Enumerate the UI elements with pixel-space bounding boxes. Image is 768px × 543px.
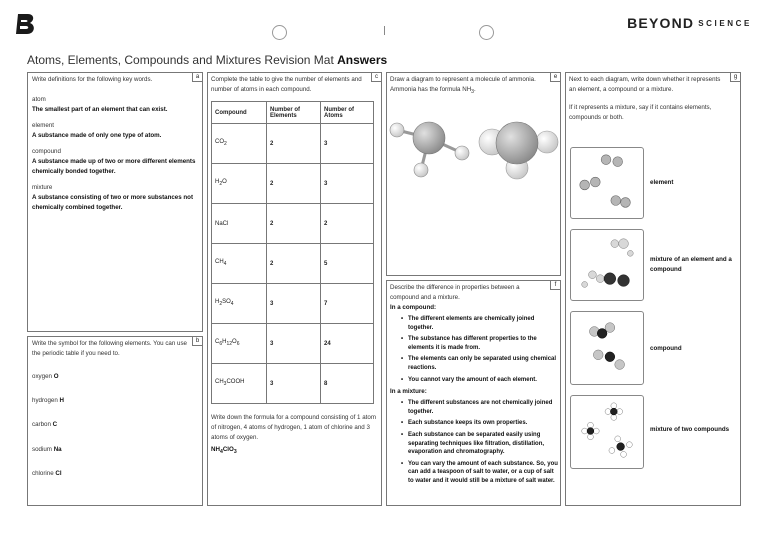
center-mark (384, 26, 385, 35)
atoms-count: 5 (321, 244, 374, 284)
term-definition: The smallest part of an element that can exist. (32, 106, 168, 113)
panel-badge: a (192, 72, 203, 82)
panel-classify-diagrams (565, 72, 741, 506)
compound-points (401, 315, 558, 384)
definitions-prompt: Write definitions for the following key words. (32, 76, 153, 83)
elements-count: 3 (267, 364, 321, 404)
diagram-answer: compound (650, 345, 682, 352)
page-title: Atoms, Elements, Compounds and Mixtures Revision Mat Answers (27, 53, 388, 67)
column-header: Number of Elements (267, 102, 321, 124)
panel-badge: e (550, 72, 561, 82)
column-header: Number of Atoms (321, 102, 374, 124)
classify-prompt: Next to each diagram, write down whether it represents an element, a compound or a mixture. (569, 76, 721, 93)
panel-badge: b (192, 336, 203, 346)
atoms-count: 3 (321, 124, 374, 164)
compound-table (211, 101, 374, 404)
elements-count: 3 (267, 284, 321, 324)
symbols-prompt: Write the symbol for the following elements. You can use the periodic table if you need to. (32, 340, 188, 357)
formula-question: Write down the formula for a compound consisting of 1 atom of nitrogen, 4 atoms of hydrogen, 1 atom of chlorine and 3 atoms of oxygen. (211, 414, 376, 441)
compound-formula: $C_6H_{12}O_6$ (212, 324, 267, 364)
diagram-answer: mixture of two compounds (650, 426, 730, 433)
elements-count: 2 (267, 164, 321, 204)
term-definition: A substance made of only one type of atom. (32, 132, 162, 139)
beyond-logo (14, 12, 36, 36)
atoms-count: 7 (321, 284, 374, 324)
panel-compound-table (207, 72, 382, 506)
punch-hole (479, 25, 494, 40)
table-row (212, 324, 374, 364)
table-row (212, 164, 374, 204)
element-symbol-row: hydrogen H (32, 397, 65, 404)
term-definition: A substance made up of two or more different elements chemically bonded together. (32, 158, 196, 175)
ammonia-molecule-diagrams (387, 108, 560, 228)
particle-diagram-element (570, 147, 644, 219)
particle-diagram-mixture-compounds (570, 395, 644, 469)
compound-formula: NaCl (212, 204, 267, 244)
atoms-count: 3 (321, 164, 374, 204)
panel-badge: f (550, 280, 561, 290)
compound-formula: $CO_2$ (212, 124, 267, 164)
table-row (212, 124, 374, 164)
term-definition: A substance consisting of two or more substances not chemically combined together. (32, 194, 194, 211)
panel-compound-vs-mixture (386, 280, 561, 506)
panel-badge: c (371, 72, 382, 82)
element-symbol-row: oxygen O (32, 373, 59, 380)
element-symbol-row: sodium Na (32, 446, 62, 453)
compound-formula: $CH_3COOH$ (212, 364, 267, 404)
table-prompt: Complete the table to give the number of elements and number of atoms in each compound. (211, 76, 362, 93)
table-header-row (212, 102, 374, 124)
elements-count: 2 (267, 124, 321, 164)
table-row (212, 244, 374, 284)
column-header: Compound (212, 102, 267, 124)
panel-ammonia-diagram (386, 72, 561, 276)
particle-diagram-mixture-element-compound (570, 229, 644, 301)
term-label: compound (32, 148, 61, 155)
list-item: • The substance has different properties to the elements it is made from. (401, 335, 558, 352)
panel-badge: g (730, 72, 741, 82)
punch-hole (272, 25, 287, 40)
term-label: atom (32, 96, 46, 103)
table-row (212, 284, 374, 324)
list-item: • You can vary the amount of each substance. So, you can add a teaspoon of salt to water, or a cup of salt to water and it would still be a mixture of salt water. (401, 460, 558, 486)
element-symbol-row: carbon C (32, 421, 58, 428)
brand-wordmark: BEYOND SCIENCE (627, 15, 752, 31)
table-row (212, 364, 374, 404)
term-label: element (32, 122, 55, 129)
atoms-count: 24 (321, 324, 374, 364)
space-filling-model (479, 122, 558, 179)
diagram-answer: element (650, 179, 674, 186)
properties-prompt: Describe the difference in properties between a compound and a mixture. (390, 284, 520, 301)
panel-definitions (27, 72, 203, 332)
atoms-count: 8 (321, 364, 374, 404)
table-row (212, 204, 374, 244)
diagram-answer: mixture of an element and a compound (650, 256, 732, 273)
formula-answer: $NH_4ClO_3$ (211, 446, 237, 456)
list-item: • Each substance keeps its own properties. (401, 419, 558, 428)
mixture-points (401, 399, 558, 485)
elements-count: 3 (267, 324, 321, 364)
mixture-heading: In a mixture: (390, 388, 427, 396)
list-item: • The elements can only be separated using chemical reactions. (401, 355, 558, 372)
atoms-count: 2 (321, 204, 374, 244)
list-item: • You cannot vary the amount of each element. (401, 376, 558, 385)
particle-diagram-compound (570, 311, 644, 385)
classify-prompt-mixture: If it represents a mixture, say if it contains elements, compounds or both. (569, 104, 712, 121)
compound-formula: $H_2O$ (212, 164, 267, 204)
list-item: • The different elements are chemically joined together. (401, 315, 558, 332)
panel-symbols (27, 336, 203, 506)
ball-and-stick-model (390, 122, 469, 177)
list-item: • Each substance can be separated easily using separating techniques like filtration, distillation, evaporation and chromatography. (401, 431, 558, 457)
term-label: mixture (32, 184, 53, 191)
elements-count: 2 (267, 204, 321, 244)
compound-formula: $H_2SO_4$ (212, 284, 267, 324)
list-item: • The different substances are not chemically joined together. (401, 399, 558, 416)
compound-formula: $CH_4$ (212, 244, 267, 284)
ammonia-prompt: Draw a diagram to represent a molecule of ammonia. Ammonia has the formula $NH_3$. (390, 76, 536, 96)
compound-heading: In a compound: (390, 304, 437, 311)
elements-count: 2 (267, 244, 321, 284)
element-symbol-row: chlorine Cl (32, 470, 62, 477)
